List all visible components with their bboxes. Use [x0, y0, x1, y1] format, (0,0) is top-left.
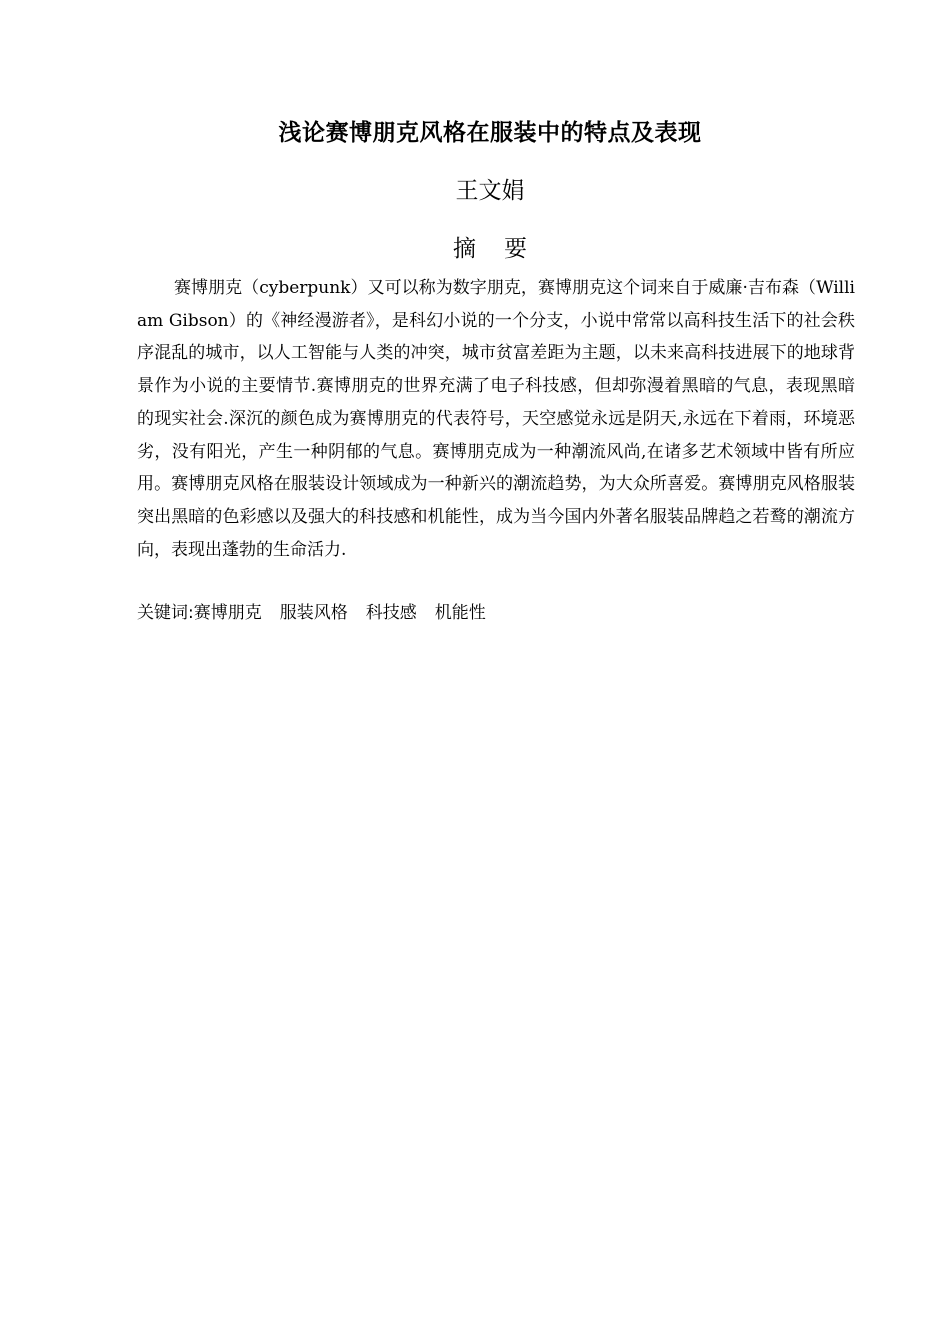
keyword-item: 赛博朋克 [193, 603, 262, 623]
keywords-line [137, 598, 855, 628]
keyword-item: 机能性 [434, 603, 486, 623]
abstract-heading: 摘要 [453, 236, 555, 262]
abstract-body: 赛博朋克（cyberpunk）又可以称为数字朋克，赛博朋克这个词来自于威廉·吉布森（William Gibson）的《神经漫游者》，是科幻小说的一个分支，小说中常常以高科技生活下的社会秩序混乱的城市，以人工智能与人类的冲突，城市贫富差距为主题，以未来高科技进展下的地球背景作为小说的主要情节.赛博朋克的世界充满了电子科技感，但却弥漫着黑暗的气息，表现黑暗的现实社会.深沉的颜色成为赛博朋克的代表符号，天空感觉永远是阴天,永远在下着雨，环境恶劣，没有阳光，产生一种阴郁的气息。赛博朋克成为一种潮流风尚,在诸多艺术领域中皆有所应用。赛博朋克风格在服装设计领域成为一种新兴的潮流趋势，为大众所喜爱。赛博朋克风格服装突出黑暗的色彩感以及强大的科技感和机能性，成为当今国内外著名服装品牌趋之若鹜的潮流方向，表现出蓬勃的生命活力. [137, 278, 855, 560]
keywords-label: 关键词: [137, 603, 194, 623]
keyword-item: 服装风格 [279, 603, 348, 623]
keyword-item: 科技感 [365, 603, 417, 623]
paper-title: 浅论赛博朋克风格在服装中的特点及表现 [278, 120, 702, 146]
author-name: 王文娟 [455, 178, 525, 204]
